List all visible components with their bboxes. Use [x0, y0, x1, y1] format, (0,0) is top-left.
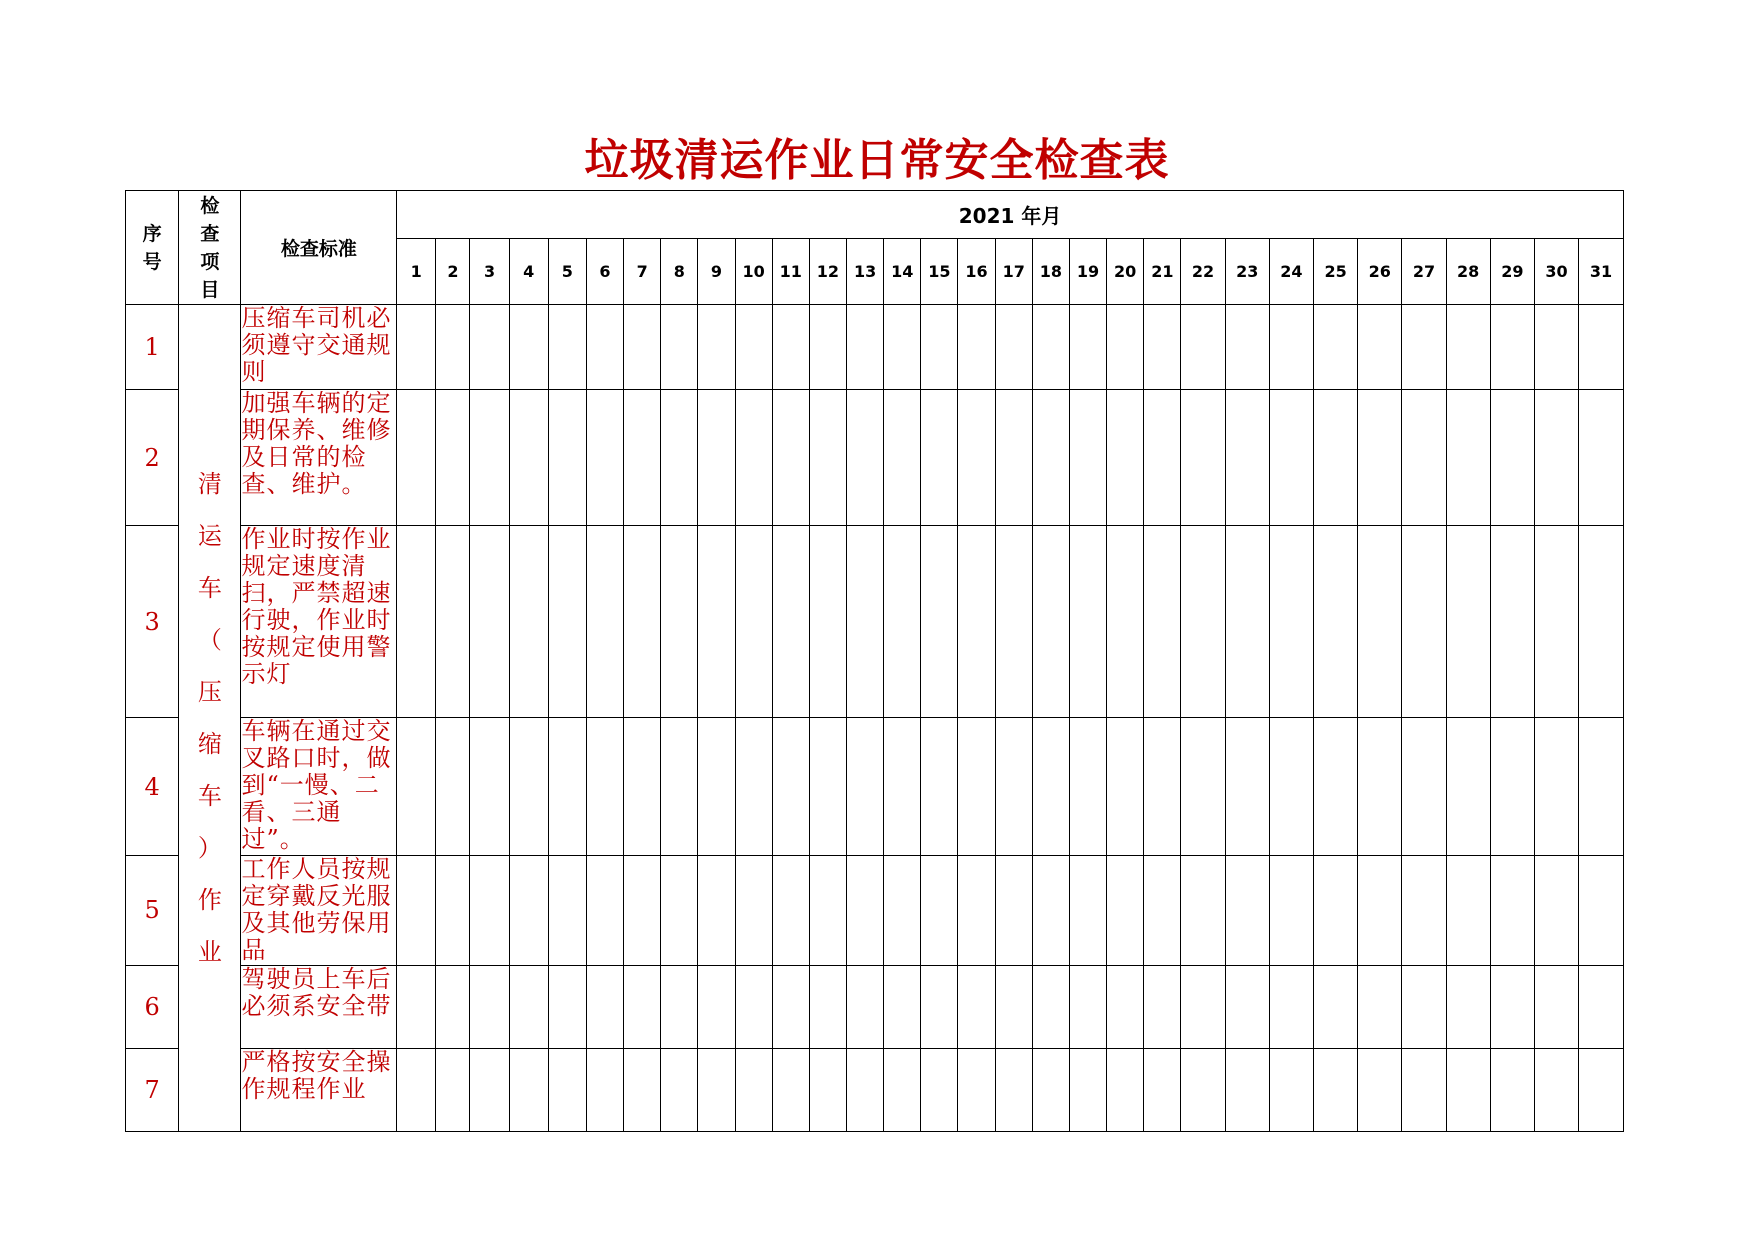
check-cell[interactable] — [436, 965, 470, 1048]
check-cell[interactable] — [1107, 855, 1144, 965]
day-header: 3 — [470, 239, 509, 305]
row-number: 2 — [126, 390, 179, 526]
check-cell[interactable] — [1069, 1048, 1106, 1131]
check-cell[interactable] — [735, 718, 772, 855]
check-cell[interactable] — [1534, 390, 1578, 526]
inspection-standard: 驾驶员上车后必须系安全带 — [241, 965, 397, 1048]
check-cell[interactable] — [624, 855, 661, 965]
check-cell[interactable] — [1358, 855, 1402, 965]
check-cell[interactable] — [698, 390, 735, 526]
check-cell[interactable] — [1144, 855, 1181, 965]
check-cell[interactable] — [1313, 526, 1357, 718]
check-cell[interactable] — [958, 305, 995, 390]
check-cell[interactable] — [1069, 526, 1106, 718]
day-header: 19 — [1069, 239, 1106, 305]
check-cell[interactable] — [661, 390, 698, 526]
check-cell[interactable] — [847, 390, 884, 526]
check-cell[interactable] — [436, 1048, 470, 1131]
check-cell[interactable] — [509, 965, 548, 1048]
check-cell[interactable] — [1181, 718, 1225, 855]
check-cell[interactable] — [1032, 305, 1069, 390]
check-cell[interactable] — [921, 718, 958, 855]
table-row — [126, 390, 1624, 526]
check-cell[interactable] — [1225, 718, 1269, 855]
day-header: 2 — [436, 239, 470, 305]
check-cell[interactable] — [958, 526, 995, 718]
check-cell[interactable] — [1107, 305, 1144, 390]
day-header: 9 — [698, 239, 735, 305]
check-cell[interactable] — [397, 305, 436, 390]
day-header: 27 — [1402, 239, 1446, 305]
check-cell[interactable] — [1534, 855, 1578, 965]
check-cell[interactable] — [1534, 526, 1578, 718]
check-cell[interactable] — [1269, 1048, 1313, 1131]
row-number: 4 — [126, 718, 179, 855]
check-cell[interactable] — [1225, 1048, 1269, 1131]
check-cell[interactable] — [1313, 305, 1357, 390]
check-cell[interactable] — [397, 855, 436, 965]
check-cell[interactable] — [1402, 855, 1446, 965]
check-cell[interactable] — [1107, 718, 1144, 855]
check-cell[interactable] — [586, 1048, 623, 1131]
check-cell[interactable] — [995, 305, 1032, 390]
day-header: 31 — [1579, 239, 1624, 305]
check-cell[interactable] — [698, 526, 735, 718]
check-cell[interactable] — [958, 390, 995, 526]
table-row — [126, 718, 1624, 855]
inspection-table — [125, 190, 1624, 1132]
check-cell[interactable] — [509, 390, 548, 526]
check-cell[interactable] — [1313, 718, 1357, 855]
check-cell[interactable] — [624, 1048, 661, 1131]
check-cell[interactable] — [1446, 390, 1490, 526]
check-cell[interactable] — [884, 965, 921, 1048]
check-cell[interactable] — [1269, 965, 1313, 1048]
check-cell[interactable] — [809, 965, 846, 1048]
check-cell[interactable] — [1313, 390, 1357, 526]
check-cell[interactable] — [995, 526, 1032, 718]
check-cell[interactable] — [470, 305, 509, 390]
check-cell[interactable] — [958, 1048, 995, 1131]
check-cell[interactable] — [772, 965, 809, 1048]
check-cell[interactable] — [1358, 390, 1402, 526]
check-cell[interactable] — [470, 390, 509, 526]
check-cell[interactable] — [921, 855, 958, 965]
check-cell[interactable] — [1032, 965, 1069, 1048]
check-cell[interactable] — [1490, 390, 1534, 526]
check-cell[interactable] — [884, 1048, 921, 1131]
check-cell[interactable] — [735, 526, 772, 718]
check-cell[interactable] — [809, 1048, 846, 1131]
check-cell[interactable] — [1144, 526, 1181, 718]
day-header: 5 — [548, 239, 586, 305]
check-cell[interactable] — [509, 1048, 548, 1131]
table-row — [126, 965, 1624, 1048]
inspection-standard: 压缩车司机必须遵守交通规则 — [241, 305, 397, 390]
inspection-standard: 作业时按作业规定速度清扫，严禁超速行驶，作业时按规定使用警示灯 — [241, 526, 397, 718]
check-cell[interactable] — [436, 718, 470, 855]
check-cell[interactable] — [698, 1048, 735, 1131]
table-row — [126, 526, 1624, 718]
day-header: 13 — [847, 239, 884, 305]
check-cell[interactable] — [1402, 390, 1446, 526]
check-cell[interactable] — [624, 305, 661, 390]
check-cell[interactable] — [921, 965, 958, 1048]
check-cell[interactable] — [661, 718, 698, 855]
check-cell[interactable] — [884, 526, 921, 718]
check-cell[interactable] — [1534, 718, 1578, 855]
check-cell[interactable] — [1579, 718, 1624, 855]
check-cell[interactable] — [1269, 526, 1313, 718]
check-cell[interactable] — [1446, 1048, 1490, 1131]
check-cell[interactable] — [735, 390, 772, 526]
day-header: 8 — [661, 239, 698, 305]
check-cell[interactable] — [1181, 526, 1225, 718]
check-cell[interactable] — [847, 965, 884, 1048]
check-cell[interactable] — [772, 390, 809, 526]
check-cell[interactable] — [548, 390, 586, 526]
day-header: 25 — [1313, 239, 1357, 305]
day-header: 30 — [1534, 239, 1578, 305]
check-cell[interactable] — [698, 855, 735, 965]
check-cell[interactable] — [661, 965, 698, 1048]
check-cell[interactable] — [509, 305, 548, 390]
day-header: 6 — [586, 239, 623, 305]
check-cell[interactable] — [1446, 855, 1490, 965]
check-cell[interactable] — [1358, 718, 1402, 855]
check-cell[interactable] — [735, 965, 772, 1048]
check-cell[interactable] — [1032, 1048, 1069, 1131]
check-cell[interactable] — [1069, 855, 1106, 965]
day-header: 15 — [921, 239, 958, 305]
check-cell[interactable] — [1534, 305, 1578, 390]
check-cell[interactable] — [772, 718, 809, 855]
check-cell[interactable] — [470, 855, 509, 965]
check-cell[interactable] — [661, 526, 698, 718]
check-cell[interactable] — [509, 718, 548, 855]
check-cell[interactable] — [1490, 965, 1534, 1048]
check-cell[interactable] — [470, 1048, 509, 1131]
check-cell[interactable] — [624, 718, 661, 855]
row-number: 1 — [126, 305, 179, 390]
check-cell[interactable] — [1225, 526, 1269, 718]
check-cell[interactable] — [772, 526, 809, 718]
check-cell[interactable] — [661, 855, 698, 965]
check-cell[interactable] — [1069, 965, 1106, 1048]
check-cell[interactable] — [1358, 965, 1402, 1048]
day-header: 29 — [1490, 239, 1534, 305]
check-cell[interactable] — [921, 390, 958, 526]
day-header: 28 — [1446, 239, 1490, 305]
check-cell[interactable] — [809, 718, 846, 855]
check-cell[interactable] — [548, 1048, 586, 1131]
row-number: 3 — [126, 526, 179, 718]
check-cell[interactable] — [1225, 390, 1269, 526]
check-cell[interactable] — [1069, 390, 1106, 526]
day-header: 21 — [1144, 239, 1181, 305]
check-cell[interactable] — [1032, 855, 1069, 965]
check-cell[interactable] — [624, 965, 661, 1048]
standard-header: 检查标准 — [241, 191, 397, 305]
day-header: 11 — [772, 239, 809, 305]
check-cell[interactable] — [1579, 1048, 1624, 1131]
check-cell[interactable] — [1107, 965, 1144, 1048]
check-cell[interactable] — [470, 718, 509, 855]
check-cell[interactable] — [1313, 1048, 1357, 1131]
check-cell[interactable] — [921, 1048, 958, 1131]
day-header: 1 — [397, 239, 436, 305]
check-cell[interactable] — [1534, 965, 1578, 1048]
check-cell[interactable] — [586, 855, 623, 965]
check-cell[interactable] — [1032, 718, 1069, 855]
day-header: 17 — [995, 239, 1032, 305]
check-cell[interactable] — [1269, 855, 1313, 965]
check-cell[interactable] — [509, 526, 548, 718]
check-cell[interactable] — [1144, 965, 1181, 1048]
check-cell[interactable] — [586, 390, 623, 526]
check-cell[interactable] — [847, 305, 884, 390]
check-cell[interactable] — [995, 855, 1032, 965]
row-number: 6 — [126, 965, 179, 1048]
check-cell[interactable] — [847, 718, 884, 855]
check-cell[interactable] — [735, 855, 772, 965]
check-cell[interactable] — [1490, 1048, 1534, 1131]
check-cell[interactable] — [1490, 526, 1534, 718]
check-cell[interactable] — [1144, 1048, 1181, 1131]
check-cell[interactable] — [1144, 305, 1181, 390]
check-cell[interactable] — [809, 526, 846, 718]
day-header: 16 — [958, 239, 995, 305]
check-cell[interactable] — [1225, 305, 1269, 390]
check-cell[interactable] — [509, 855, 548, 965]
check-cell[interactable] — [1358, 1048, 1402, 1131]
check-cell[interactable] — [735, 305, 772, 390]
check-cell[interactable] — [698, 305, 735, 390]
check-cell[interactable] — [847, 526, 884, 718]
check-cell[interactable] — [884, 855, 921, 965]
row-number: 7 — [126, 1048, 179, 1131]
check-cell[interactable] — [548, 718, 586, 855]
check-cell[interactable] — [1579, 526, 1624, 718]
check-cell[interactable] — [397, 390, 436, 526]
check-cell[interactable] — [1534, 1048, 1578, 1131]
check-cell[interactable] — [586, 305, 623, 390]
inspection-standard: 严格按安全操作规程作业 — [241, 1048, 397, 1131]
day-header: 23 — [1225, 239, 1269, 305]
check-cell[interactable] — [470, 526, 509, 718]
check-cell[interactable] — [1181, 305, 1225, 390]
check-cell[interactable] — [436, 305, 470, 390]
check-cell[interactable] — [1032, 526, 1069, 718]
check-cell[interactable] — [847, 1048, 884, 1131]
check-cell[interactable] — [1490, 855, 1534, 965]
day-header: 22 — [1181, 239, 1225, 305]
check-cell[interactable] — [1446, 526, 1490, 718]
check-cell[interactable] — [548, 965, 586, 1048]
check-cell[interactable] — [884, 390, 921, 526]
check-cell[interactable] — [624, 526, 661, 718]
check-cell[interactable] — [1579, 390, 1624, 526]
table-row — [126, 305, 1624, 390]
check-cell[interactable] — [1107, 526, 1144, 718]
check-cell[interactable] — [995, 390, 1032, 526]
check-cell[interactable] — [1225, 965, 1269, 1048]
check-cell[interactable] — [586, 526, 623, 718]
check-cell[interactable] — [397, 718, 436, 855]
check-cell[interactable] — [548, 305, 586, 390]
seq-header: 序 号 — [126, 191, 179, 305]
check-cell[interactable] — [1313, 855, 1357, 965]
page-title: 垃圾清运作业日常安全检查表 — [584, 135, 1170, 186]
check-cell[interactable] — [1107, 1048, 1144, 1131]
check-cell[interactable] — [548, 526, 586, 718]
check-cell[interactable] — [1181, 1048, 1225, 1131]
check-cell[interactable] — [1032, 390, 1069, 526]
check-cell[interactable] — [995, 718, 1032, 855]
check-cell[interactable] — [995, 965, 1032, 1048]
check-cell[interactable] — [921, 305, 958, 390]
check-cell[interactable] — [958, 855, 995, 965]
check-cell[interactable] — [958, 965, 995, 1048]
check-cell[interactable] — [1144, 390, 1181, 526]
check-cell[interactable] — [1402, 526, 1446, 718]
check-cell[interactable] — [772, 305, 809, 390]
check-cell[interactable] — [397, 965, 436, 1048]
check-cell[interactable] — [661, 305, 698, 390]
check-cell[interactable] — [884, 718, 921, 855]
check-cell[interactable] — [995, 1048, 1032, 1131]
check-cell[interactable] — [698, 718, 735, 855]
month-header: 2021 年月 — [397, 191, 1624, 239]
check-cell[interactable] — [1225, 855, 1269, 965]
check-cell[interactable] — [1107, 390, 1144, 526]
check-cell[interactable] — [1490, 305, 1534, 390]
check-cell[interactable] — [921, 526, 958, 718]
check-cell[interactable] — [1490, 718, 1534, 855]
check-cell[interactable] — [436, 390, 470, 526]
check-cell[interactable] — [436, 855, 470, 965]
check-cell[interactable] — [1269, 390, 1313, 526]
check-cell[interactable] — [1446, 305, 1490, 390]
check-cell[interactable] — [586, 718, 623, 855]
check-cell[interactable] — [1579, 965, 1624, 1048]
check-cell[interactable] — [624, 390, 661, 526]
check-cell[interactable] — [1402, 718, 1446, 855]
check-cell[interactable] — [1402, 965, 1446, 1048]
check-cell[interactable] — [1269, 305, 1313, 390]
check-cell[interactable] — [470, 965, 509, 1048]
day-header: 14 — [884, 239, 921, 305]
check-cell[interactable] — [397, 526, 436, 718]
check-cell[interactable] — [809, 855, 846, 965]
day-header: 24 — [1269, 239, 1313, 305]
check-cell[interactable] — [772, 1048, 809, 1131]
check-cell[interactable] — [847, 855, 884, 965]
check-cell[interactable] — [1181, 390, 1225, 526]
inspection-standard: 工作人员按规定穿戴反光服及其他劳保用品 — [241, 855, 397, 965]
check-cell[interactable] — [1579, 855, 1624, 965]
check-cell[interactable] — [1579, 305, 1624, 390]
check-cell[interactable] — [1144, 718, 1181, 855]
check-cell[interactable] — [661, 1048, 698, 1131]
day-header: 20 — [1107, 239, 1144, 305]
check-cell[interactable] — [548, 855, 586, 965]
table-row — [126, 1048, 1624, 1131]
check-cell[interactable] — [1181, 965, 1225, 1048]
check-cell[interactable] — [698, 965, 735, 1048]
check-cell[interactable] — [397, 1048, 436, 1131]
item-header: 检 查 项 目 — [179, 191, 241, 305]
check-cell[interactable] — [1269, 718, 1313, 855]
check-cell[interactable] — [1358, 526, 1402, 718]
check-cell[interactable] — [436, 526, 470, 718]
check-cell[interactable] — [1402, 1048, 1446, 1131]
check-cell[interactable] — [1313, 965, 1357, 1048]
check-cell[interactable] — [1402, 305, 1446, 390]
check-cell[interactable] — [1069, 305, 1106, 390]
check-cell[interactable] — [735, 1048, 772, 1131]
check-cell[interactable] — [1446, 965, 1490, 1048]
check-cell[interactable] — [809, 305, 846, 390]
check-cell[interactable] — [809, 390, 846, 526]
check-cell[interactable] — [1069, 718, 1106, 855]
row-number: 5 — [126, 855, 179, 965]
check-cell[interactable] — [772, 855, 809, 965]
check-cell[interactable] — [884, 305, 921, 390]
day-header: 4 — [509, 239, 548, 305]
day-header: 10 — [735, 239, 772, 305]
check-cell[interactable] — [1446, 718, 1490, 855]
table-row — [126, 855, 1624, 965]
inspection-standard: 车辆在通过交叉路口时，做到“一慢、二看、三通过”。 — [241, 718, 397, 855]
check-cell[interactable] — [1181, 855, 1225, 965]
check-cell[interactable] — [586, 965, 623, 1048]
check-cell[interactable] — [958, 718, 995, 855]
inspection-standard: 加强车辆的定期保养、维修及日常的检查、维护。 — [241, 390, 397, 526]
day-header: 26 — [1358, 239, 1402, 305]
inspection-item: 清 运 车 （ 压 缩 车 ） 作 业 — [179, 305, 241, 1132]
day-header: 12 — [809, 239, 846, 305]
check-cell[interactable] — [1358, 305, 1402, 390]
day-header: 18 — [1032, 239, 1069, 305]
day-header: 7 — [624, 239, 661, 305]
